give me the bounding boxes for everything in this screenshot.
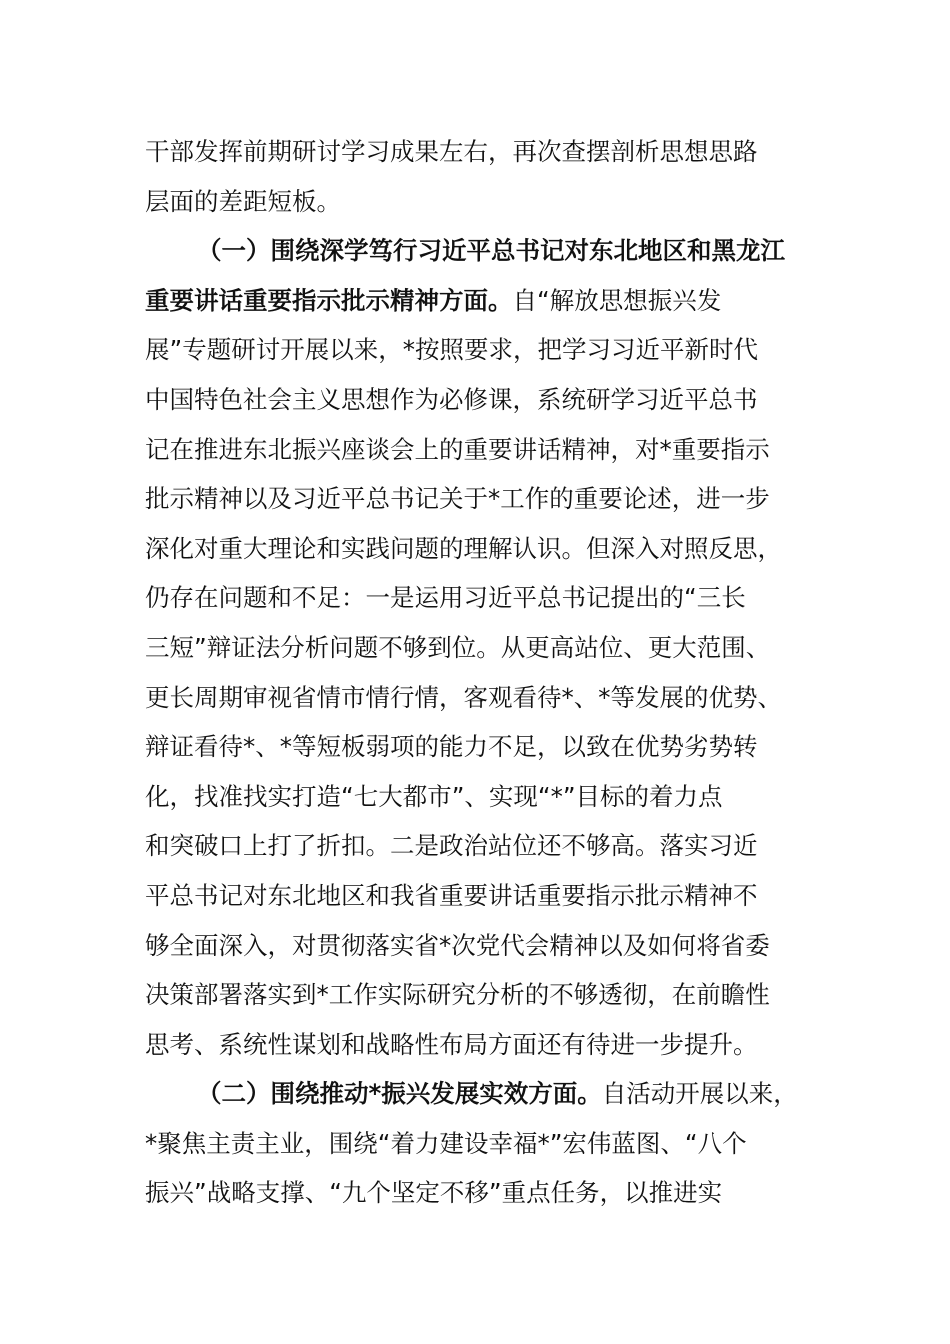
text-line (145, 821, 805, 871)
text-line (145, 722, 805, 772)
text-line (145, 1069, 805, 1119)
text-line (145, 127, 805, 177)
text-run: 够全面深入，对贯彻落实省*次党代会精神以及如何将省委 (145, 930, 770, 960)
text-run: 自活动开展以来， (601, 1079, 798, 1109)
text-run: 三短”辩证法分析问题不够到位。从更高站位、更大范围、 (145, 632, 771, 662)
text-line (145, 921, 805, 971)
text-run: *聚焦主责主业，围绕“着力建设幸福*”宏伟蓝图、“八个 (145, 1128, 747, 1158)
text-line (145, 1168, 805, 1218)
text-run: 更长周期审视省情市情行情，客观看待*、*等发展的优势、 (145, 682, 782, 712)
text-run: 中国特色社会主义思想作为必修课，系统研学习近平总书 (145, 384, 758, 414)
text-run: 深化对重大理论和实践问题的理解认识。但深入对照反思， (145, 533, 782, 563)
text-run: 自“解放思想振兴发 (512, 285, 722, 315)
text-line (145, 177, 805, 227)
text-line (145, 673, 805, 723)
text-run: 辩证看待*、*等短板弱项的能力不足，以致在优势劣势转 (145, 732, 758, 762)
text-line (145, 623, 805, 673)
document-body (145, 127, 805, 1218)
text-line (145, 375, 805, 425)
text-run: 化，找准找实打造“七大都市”、实现“*”目标的着力点 (145, 781, 723, 811)
text-line (145, 1020, 805, 1070)
text-run: 干部发挥前期研讨学习成果左右，再次查摆剖析思想思路 (145, 137, 758, 166)
text-line (145, 970, 805, 1020)
bold-text-run: （二）围绕推动*振兴发展实效方面。 (197, 1079, 602, 1109)
text-run: 思考、系统性谋划和战略性布局方面还有待进一步提升。 (145, 1029, 758, 1059)
text-line (145, 325, 805, 375)
text-run: 批示精神以及习近平总书记关于*工作的重要论述，进一步 (145, 484, 770, 514)
text-line (145, 474, 805, 524)
text-line (145, 524, 805, 574)
text-line (145, 425, 805, 475)
text-line (145, 226, 805, 276)
text-line (145, 1119, 805, 1169)
text-line (145, 276, 805, 326)
text-line (145, 573, 805, 623)
text-run: 层面的差距短板。 (145, 186, 341, 216)
text-run: 平总书记对东北地区和我省重要讲话重要指示批示精神不 (145, 880, 758, 910)
text-line (145, 772, 805, 822)
bold-text-run: 重要讲话重要指示批示精神方面。 (145, 285, 513, 315)
text-run: 和突破口上打了折扣。二是政治站位还不够高。落实习近 (145, 831, 758, 861)
text-run: 展”专题研讨开展以来，*按照要求，把学习习近平新时代 (145, 335, 758, 365)
text-run: 记在推进东北振兴座谈会上的重要讲话精神，对*重要指示 (145, 434, 770, 464)
text-run: 仍存在问题和不足：一是运用习近平总书记提出的“三长 (145, 583, 746, 613)
bold-text-run: （一）围绕深学笃行习近平总书记对东北地区和黑龙江 (197, 236, 785, 266)
text-run: 振兴”战略支撑、“九个坚定不移”重点任务，以推进实 (145, 1178, 723, 1208)
text-line (145, 871, 805, 921)
text-run: 决策部署落实到*工作实际研究分析的不够透彻，在前瞻性 (145, 980, 770, 1010)
